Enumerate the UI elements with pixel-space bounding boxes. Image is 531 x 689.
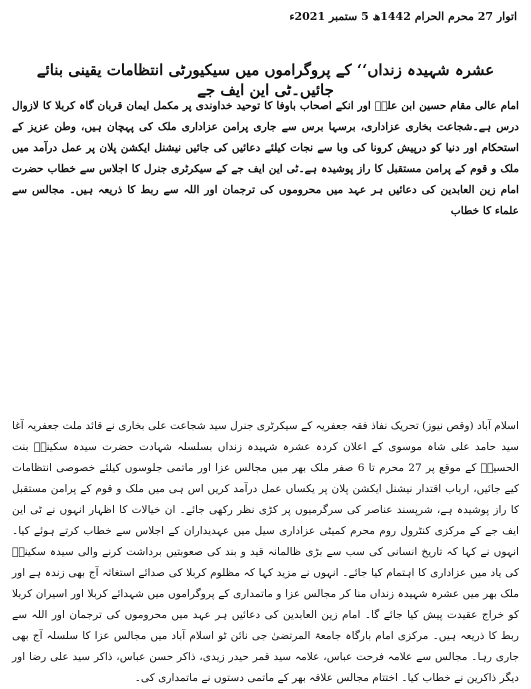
lead-paragraph: امام عالی مقام حسین ابن علیؑ اور انکے اصحاب باوفا کا توحید خداوندی پر مکمل ایمان قربان گاہ کربلا کا لازوال درس ہے۔شجاعت بخاری عزاداری، برسہا برس سے جاری پرامن عزاداری ملک کی پہچان ہیں، وطن عزیز کے استحکام اور دنیا کو درپیش کرونا کی وبا سے نجات کیلئے دعائیں کی جائیں نیشنل ایکشن پلان پر عمل درآمد میں ملک و قوم کے پرامن مستقبل کا راز پوشیدہ ہے۔ٹی این ایف جے کے سیکرٹری جنرل کا اجلاس سے خطاب حضرت امام زین العابدین کی دعائیں ہر عہد میں محروموں کی ترجمان اور اللہ سے ربط کا ذریعہ ہیں۔ مجالس سے علماء کا خطاب: [12, 100, 519, 217]
headline: عشرہ شہیدہ زنداں‘‘ کے پروگراموں میں سیکیورٹی انتظامات یقینی بنائے جائیں۔ٹی این ایف جے: [36, 61, 495, 99]
body-paragraph: اسلام آباد (وقص نیوز) تحریک نفاذ فقہ جعفریہ کے سیکرٹری جنرل سید شجاعت علی بخاری نے قائد ملت جعفریہ آغا سید حامد علی شاہ موسوی کے اعلان کردہ عشرہ شہیدہ زنداں بسلسلہ شہادت حضرت سیدہ سکینہؑ بنت الحسینؑ کے موقع پر 27 محرم تا 6 صفر ملک بھر میں مجالس عزا اور ماتمی جلوسوں کیلئے خصوصی انتظامات کیے جائیں، ارباب اقتدار نیشنل ایکشن پلان پر یکساں عمل درآمد کریں اس ہی میں ملک و قوم کے پرامن مستقبل کا راز پوشیدہ ہے، شرپسند عناصر کی سرگرمیوں پر کڑی نظر رکھی جائے۔ ان خیالات کا اظہار انہوں نے ٹی این ایف جے کے مرکزی کنٹرول روم محرم کمیٹی عزاداری سیل میں عہدیداران کے اجلاس سے خطاب کرتے ہوئے کیا۔ انہوں نے کہا کہ تاریخ انسانی کی سب سے بڑی ظالمانہ قید و بند کی صعوبتیں برداشت کرنے والی سیدہ سکینہؑ کی یاد میں عزاداری کا اہتمام کیا جائے۔ انہوں نے مزید کہا کہ مظلوم کربلا کی صدائے استغاثہ آج بھی زندہ ہے اور ملک بھر میں عشرہ شہیدہ زنداں منا کر مجالس عزا و ماتمداری کے پروگراموں میں شہدائے کربلا اور اسیران کربلا کو خراج عقیدت پیش کیا جائے گا۔ امام زین العابدین کی دعائیں ہر عہد میں محروموں کی ترجمان اور اللہ سے ربط کا ذریعہ ہیں۔ مرکزی امام بارگاہ جامعۃ المرتضیٰ جی نائن ٹو اسلام آباد میں مجالس عزا کا سلسلہ آج بھی جاری رہا۔ مجالس سے علامہ فرحت عباس، علامہ سید قمر حیدر زیدی، ذاکر حسن عباس، ذاکر سید علی رضا اور دیگر ذاکرین نے خطاب کیا۔ اختتام مجالس علاقہ بھر کے ماتمی دستوں نے ماتمداری کی۔: [12, 420, 519, 684]
dateline: اتوار 27 محرم الحرام 1442ھ 5 ستمبر 2021ء: [289, 10, 517, 23]
